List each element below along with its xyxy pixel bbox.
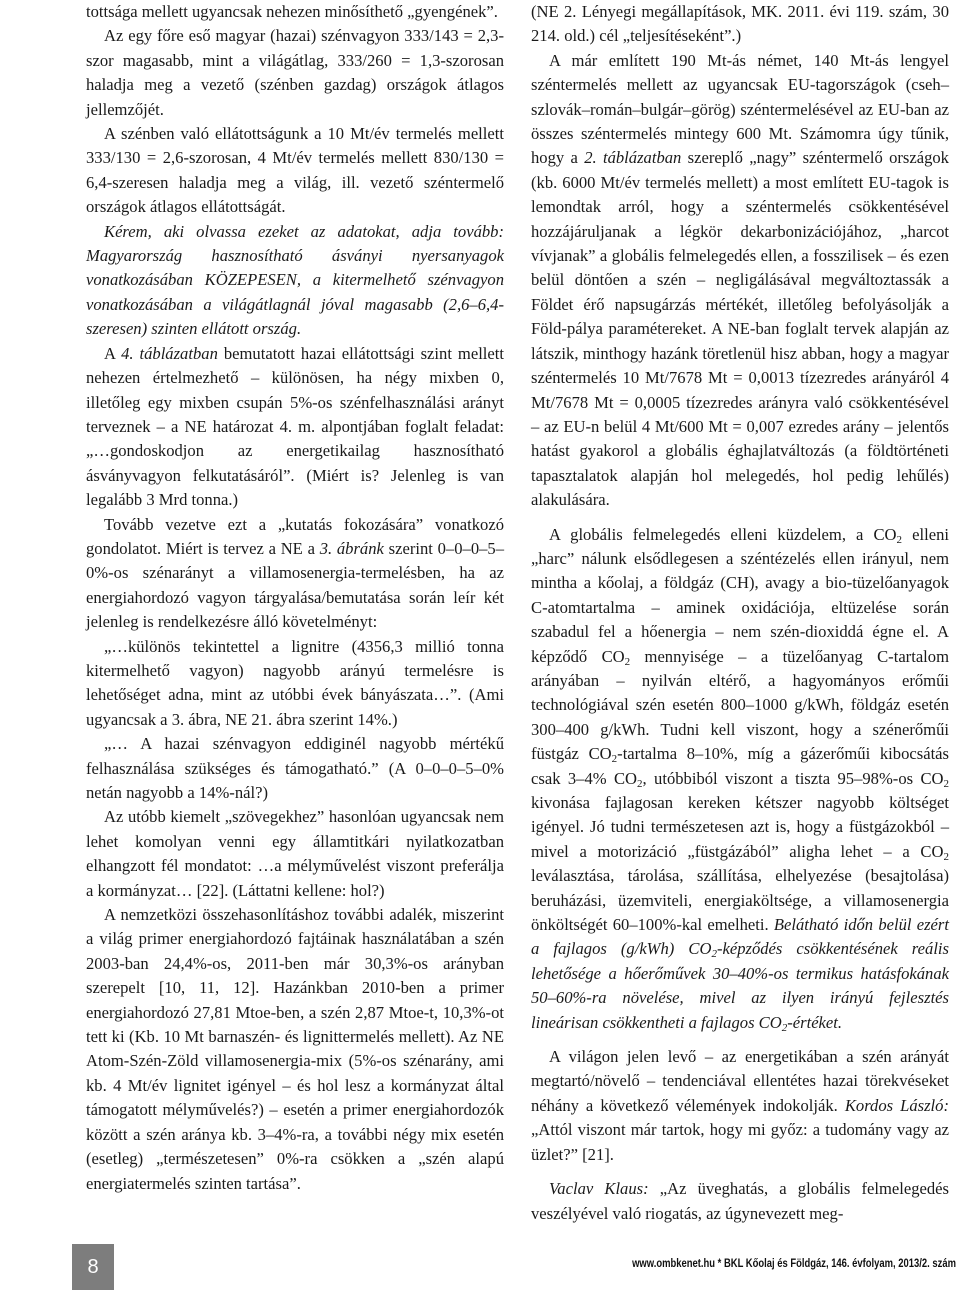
paragraph: Az egy főre eső magyar (hazai) szénvagyon 333/143 = 2,3-szor magasabb, mint a világátlag, 333/260 = 1,3-szorosan haladja meg a vezető (szénben gazdag) országok átlagos jellemzőjét. <box>86 26 504 119</box>
quote-paragraph: „…különös tekintettel a lignitre (4356,3 millió tonna kitermelhető vagyon) nagyobb arányú termelésre is lehetőséget adna, mint az utóbbi évek bányászata…”. (Ami ugyancsak a 3. ábra, NE 21. ábra szerint 14%.) <box>86 636 504 729</box>
author-name: Vaclav Klaus: <box>549 1179 649 1199</box>
figure-reference: 3. ábránk <box>319 538 384 558</box>
paragraph: A globális felmelegedés elleni küzdelem, a $CO_2$ elleni „harc” nálunk elsődlegesen a széntézelés ellen irányul, nem mintha a kőolaj, a földgáz (CH), avagy a bio-tüzelőanyagok C-atomtartalma – aminek oxidációja, eltüzelése során szabadul fel a hőenergia – nem szén-dioxiddá égne el. A képződő $CO_2$ mennyisége – a tüzelőanyag C-tartalom arányában – nyilván eltérő, a hagyományos erőműi technológiával szén esetén 800–1000 g/kWh, földgáz esetén 300–400 g/kWh. Tudni kell viszont, hogy a szénerőműi füstgáz $CO_2$-tartalma 8–10%, míg a gázerőműi kibocsátás csak 3–4% $CO_2$, utóbbiból viszont a tiszta 95–98%-os $CO_2$ kivonása fajlagosan kereken kétszer nagyobb költséget igényel. Jó tudni természetesen azt is, hogy a füstgázokból – mivel a motorizáció „füstgázából” aligha lehet – a $CO_2$ leválasztása, tárolása, szállítása, elhelyezése (besajtolása) beruházási, üzemviteli, energiaköltsége, a villamosenergia önköltségét 60–100%-kal emelheti. Belátható időn belül ezért a fajlagos (g/kWh) $CO_2$-képződés csökkentésének reális lehetősége a hőerőművek 30–40%-os termikus hatásfokának 50–60%-ra növelése, mivel az ilyen irányú fejlesztés lineárisan csökkentheti a fajlagos $CO_2$-értéket. <box>531 524 950 1034</box>
paragraph: Vaclav Klaus: „Az üveghatás, a globális felmelegedés veszélyével való riogatás, az úgynevezett meg- <box>531 1179 949 1223</box>
paragraph: Tovább vezetve ezt a „kutatás fokozására” vonatkozó gondolatot. Miért is tervez a NE a 3. ábránk szerint 0–0–0–5–0%-os szénarányt a villamosenergia-termelésben, ha az energiahordozó vagyon tárgyalása/bemutatása során leír két jelenleg is rendelkezésre álló követelményt: <box>86 514 505 632</box>
paragraph: A 4. táblázatban bemutatott hazai ellátottsági szint mellett nehezen értelmezhető – különösen, ha négy mixben 0, illetőleg egy mixben csupán 5%-os szénfelhasználási arányt terveznek – a NE határozat 4. m. alpontjában foglalt feladat: „…gondoskodjon az energetikailag hasznosítható ásványvagyon felkutatásáról”. (Miért is? Jelenleg is van legalább 3 Mrd tonna.) <box>86 343 505 510</box>
paragraph: A világon jelen levő – az energetikában a szén arányát megtartó/növelő – tendenciával ellentétes hazai törekvéseket néhány a következő vélemények indokolják. Kordos László: „Attól viszont már tartok, hogy mi győz: a tudomány vagy az üzlet?” [21]. <box>531 1047 949 1164</box>
author-name: Kordos László: <box>844 1095 949 1115</box>
journal-footer: www.ombkenet.hu * BKL Kőolaj és Földgáz, 146. évfolyam, 2013/2. szám <box>632 1258 956 1270</box>
paragraph: (NE 2. Lényegi megállapítások, MK. 2011. évi 119. szám, 30 214. old.) cél „teljesítéseként”.) <box>531 2 949 46</box>
emphasis-paragraph: Kérem, aki olvassa ezeket az adatokat, adja tovább: Magyarország hasznosítható ásványi nyersanyagok vonatkozásában KÖZEPESEN, a kitermelhető szénvagyon vonatkozásában a világátlagnál jóval magasabb (2,6–6,4-szeresen) szinten ellátott ország. <box>86 221 504 339</box>
paragraph: A már említett 190 Mt-ás német, 140 Mt-ás lengyel széntermelés mellett az ugyancsak EU-tagországok (cseh–szlovák–román–bulgár–görög) széntermelésével az EU-ban az összes széntermelés mintegy 600 Mt. Számomra úgy tűnik, hogy a 2. táblázatban szereplő „nagy” széntermelő országok (kb. 6000 Mt/év termelés mellett) a most említett EU-tagok is lemondtak arról, hogy a széntermelés csökkentésével hozzájáruljanak a légkör dekarbonizációjához, „harcot vívjanak” a globális felmelegedés ellen, a fosszilisek – és ezen belül döntően a szén – negligálásával megváltoztassák a Földet érő napsugárzás mértékét, illetőleg befolyásolják a Föld-pálya paramétereket. A NE-ban foglalt tervek alapján az látszik, minthogy hazánk töretlenül hisz abban, hogy a magyar széntermelés 10 Mt/7678 Mt = 0,0013 tízezredes arányáról 4 Mt/7678 Mt = 0,0005 tízezredes arányra való csökkentésével – az EU-n belül 4 Mt/600 Mt = 0,007 ezredes arány – jelentős hatást gyakorol a globális éghajlatváltozás (a földtörténeti tapasztalatok alapján hol melegedés, hol pedig lehűlés) alakulására. <box>531 50 949 510</box>
paragraph: A szénben való ellátottságunk a 10 Mt/év termelés mellett 333/130 = 2,6-szorosan, 4 Mt/év termelés mellett 830/130 = 6,4-szeresen haladja meg a világ, ill. vezető széntermelő országok átlagos ellátottságát. <box>86 124 504 217</box>
page-number: 8 <box>72 1244 114 1290</box>
table-reference: 2. táblázatban <box>584 148 682 168</box>
left-column <box>86 0 504 1196</box>
paragraph: tottsága mellett ugyancsak nehezen minősíthető „gyengének”. <box>86 2 498 21</box>
paragraph: Az utóbb kiemelt „szövegekhez” hasonlóan ugyancsak nem lehet komolyan venni egy államtitkári nyilatkozatban elhangzott fél mondatot: …a mélyművelést viszont preferálja a kormányzat… [22]. (Láttatni kellene: hol?) <box>86 807 504 900</box>
table-reference: 4. táblázatban <box>121 343 218 363</box>
emphasis-text: Belátható időn belül ezért a fajlagos (g/kWh) $CO_2$-képződés csökkentésének reális lehetősége a hőerőművek 30–40%-os termikus hatásfokának 50–60%-ra növelése, mivel az ilyen irányú fejlesztés lineárisan csökkentheti a fajlagos $CO_2$-értéket. <box>531 915 949 1034</box>
right-column <box>531 0 949 1226</box>
quote-paragraph: „… A hazai szénvagyon eddiginél nagyobb mértékű felhasználása szükséges és támogatható.” (A 0–0–0–5–0% netán nagyobb a 14%-nál?) <box>86 734 504 802</box>
paragraph: A nemzetközi összehasonlításhoz további adalék, miszerint a világ primer energiahordozó fajtáinak használatában a szén 2003-ban 24,4%-os, 2011-ben már 30,3%-os arányban szerepelt [10, 11, 12]. Hazánkban 2010-ben a primer energiahordozó 27,81 Mtoe-ben, a szén 2,87 Mtoe-t, 10,3%-ot tett ki (Kb. 10 Mt barnaszén- és lignittermelés mellett). Az NE Atom-Szén-Zöld villamosenergia-mix (5%-os szénarány, ami kb. 4 Mt/év lignitet igényel – és hol lesz a kormányzat által támogatott mélyművelés?) – esetén a primer energiahordozók között a szén aránya kb. 3–4%-ra, a további négy mix esetén (esetleg) „természetesen” 0%-ra csökken a „szén alapú energiatermelés szinten tartása”. <box>86 905 504 1193</box>
